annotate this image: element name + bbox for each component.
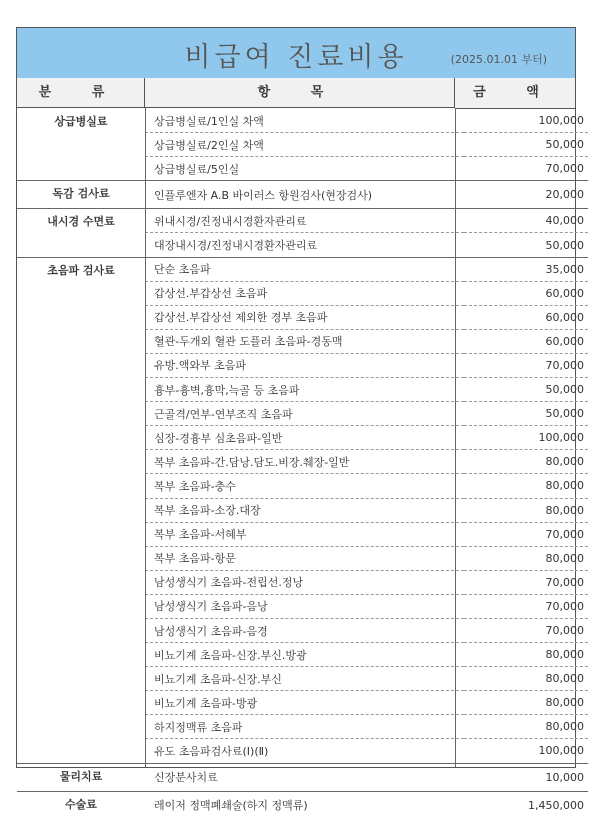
item-cell: 흉부-흉벽,흉막,늑골 등 초음파 [145,378,464,402]
item-cell: 혈관-두개외 혈관 도플러 초음파-경동맥 [145,329,464,353]
item-cell: 상급병실료/2인실 차액 [145,133,464,157]
item-cell: 복부 초음파-충수 [145,474,464,498]
item-cell: 단순 초음파 [145,257,464,281]
item-cell: 비뇨기계 초음파-방광 [145,691,464,715]
column-divider [455,108,456,767]
amount-cell: 80,000 [464,498,588,522]
item-cell: 남성생식기 초음파-전립선.정낭 [145,570,464,594]
amount-cell: 80,000 [464,474,588,498]
item-cell: 갑상선.부갑상선 제외한 경부 초음파 [145,305,464,329]
column-header-amount: 금 액 [455,78,575,109]
column-divider [145,108,146,767]
amount-cell: 50,000 [464,378,588,402]
table-row [17,209,588,233]
amount-cell: 80,000 [464,715,588,739]
item-cell: 복부 초음파-서혜부 [145,522,464,546]
item-cell: 심장-경흉부 심초음파-일반 [145,426,464,450]
amount-cell: 1,450,000 [528,798,584,812]
amount-cell: 70,000 [464,522,588,546]
column-header-category: 분 류 [17,78,145,108]
amount-cell: 70,000 [464,618,588,642]
item-cell: 비뇨기계 초음파-신장.부신.방광 [145,643,464,667]
category-cell: 내시경 수면료 [17,209,145,257]
amount-cell: 50,000 [464,233,588,257]
item-cell: 상급병실료/5인실 [145,157,464,181]
amount-cell: 60,000 [464,305,588,329]
category-cell: 상급병실료 [17,109,145,181]
item-cell: 대장내시경/진정내시경환자관리료 [145,233,464,257]
page-title: 비급여 진료비용 [184,42,408,73]
amount-cell: 70,000 [464,570,588,594]
fee-sheet [16,27,584,813]
item-cell: 유도 초음파검사료(Ⅰ)(Ⅱ) [145,739,464,763]
amount-cell: 50,000 [464,402,588,426]
table-row [17,257,588,281]
item-cell: 하지정맥류 초음파 [145,715,464,739]
item-cell: 복부 초음파-항문 [145,546,464,570]
column-header-item: 항 목 [145,78,455,108]
table-row [17,109,588,133]
amount-cell: 100,000 [464,739,588,763]
category-cell: 초음파 검사료 [17,257,145,763]
effective-date: (2025.01.01 부터) [450,53,547,66]
amount-cell: 80,000 [464,667,588,691]
item-cell: 인플루엔자 A.B 바이러스 항원검사(현장검사) [145,181,464,209]
amount-cell: 80,000 [464,691,588,715]
table-row [17,791,588,819]
item-cell: 비뇨기계 초음파-신장.부신 [145,667,464,691]
amount-cell: 80,000 [464,643,588,667]
amount-cell: 100,000 [464,426,588,450]
amount-cell: 40,000 [464,209,588,233]
amount-cell: 100,000 [464,109,588,133]
category-cell: 수술료 [65,797,97,811]
title-bar [17,28,575,79]
item-cell: 갑상선.부갑상선 초음파 [145,281,464,305]
fee-table [17,109,588,819]
item-cell: 복부 초음파-간.담낭.담도.비장.췌장-일반 [145,450,464,474]
category-cell: 물리치료 [17,763,145,791]
amount-cell: 10,000 [464,763,588,791]
amount-cell: 60,000 [464,329,588,353]
item-cell: 남성생식기 초음파-음경 [145,618,464,642]
amount-cell: 50,000 [464,133,588,157]
item-cell: 신장분사치료 [145,763,464,791]
category-cell: 독감 검사료 [17,181,145,209]
item-cell: 위내시경/진정내시경환자관리료 [145,209,464,233]
item-cell: 남성생식기 초음파-음낭 [145,594,464,618]
amount-cell: 60,000 [464,281,588,305]
amount-cell: 70,000 [464,353,588,377]
item-cell: 근골격/연부-연부조직 초음파 [145,402,464,426]
table-row [17,181,588,209]
item-cell: 상급병실료/1인실 차액 [145,109,464,133]
amount-cell: 80,000 [464,450,588,474]
item-cell: 복부 초음파-소장.대장 [145,498,464,522]
amount-cell: 20,000 [464,181,588,209]
item-cell: 유방.액와부 초음파 [145,353,464,377]
amount-cell: 35,000 [464,257,588,281]
amount-cell: 70,000 [464,157,588,181]
amount-cell: 80,000 [464,546,588,570]
amount-cell: 70,000 [464,594,588,618]
item-cell: 레이저 정맥폐쇄술(하지 정맥류) [154,799,308,813]
